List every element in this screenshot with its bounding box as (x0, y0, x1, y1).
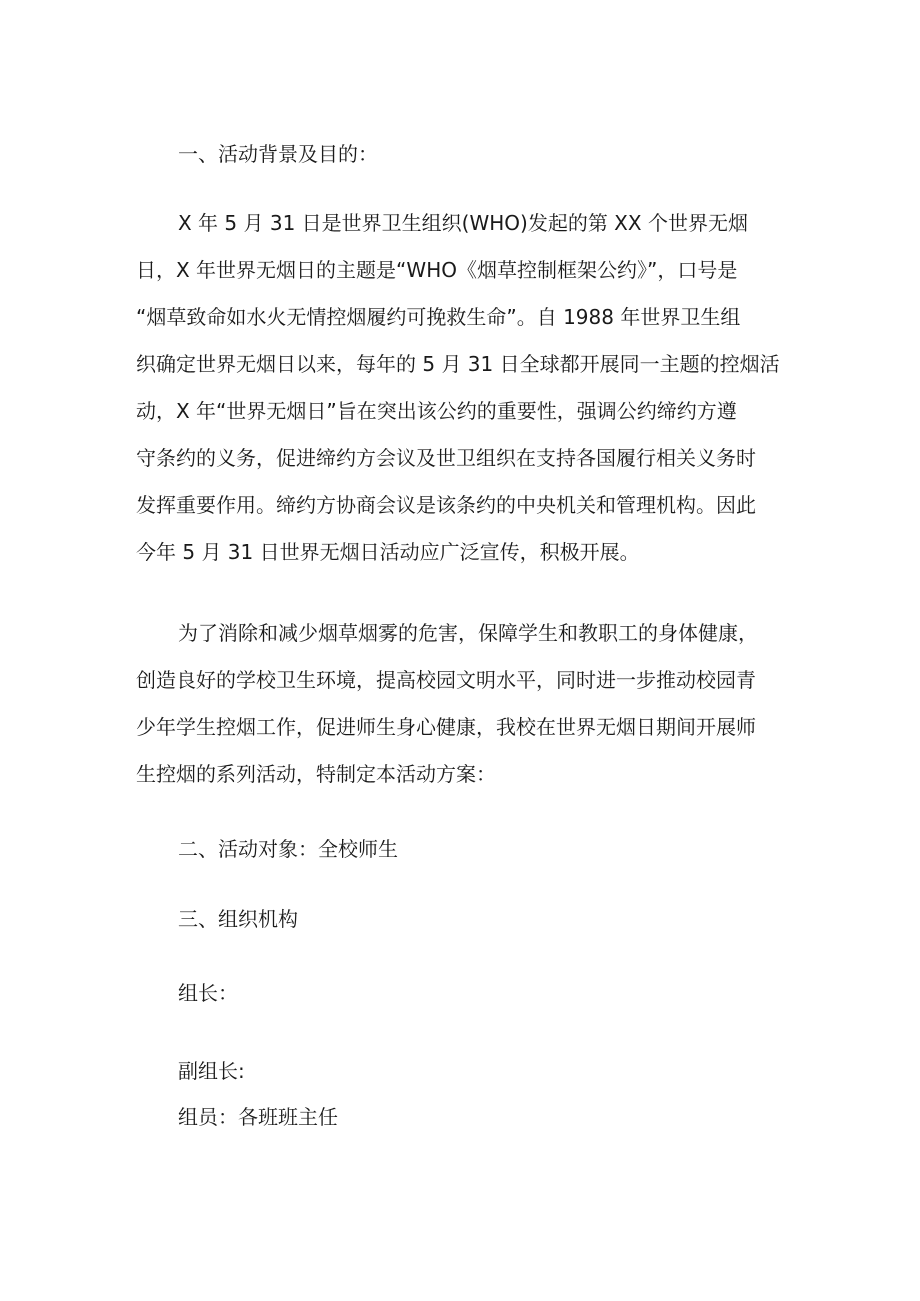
paragraph-line: 少年学生控烟工作，促进师生身心健康，我校在世界无烟日期间开展师 (136, 715, 756, 739)
section-3-heading: 三、组织机构 (178, 907, 298, 931)
section-1-heading: 一、活动背景及目的： (178, 142, 378, 166)
section-2-heading: 二、活动对象：全校师生 (178, 837, 398, 861)
paragraph-line: 日，X 年世界无烟日的主题是“WHO《烟草控制框架公约》”，口号是 (136, 258, 738, 282)
paragraph-line: “烟草致命如水火无情控烟履约可挽救生命”。自 1988 年世界卫生组 (136, 305, 741, 329)
background-paragraph (136, 200, 786, 576)
paragraph-line: 生控烟的系列活动，特制定本活动方案： (136, 762, 496, 786)
paragraph-line: 发挥重要作用。缔约方协商会议是该条约的中央机关和管理机构。因此 (136, 493, 756, 517)
paragraph-line: 今年 5 月 31 日世界无烟日活动应广泛宣传，积极开展。 (136, 540, 640, 564)
paragraph-line: 为了消除和减少烟草烟雾的危害，保障学生和教职工的身体健康， (178, 621, 758, 645)
members-label: 组员：各班班主任 (178, 1105, 338, 1129)
paragraph-line: 动，X 年“世界无烟日”旨在突出该公约的重要性，强调公约缔约方遵 (136, 399, 737, 423)
paragraph-line: 守条约的义务，促进缔约方会议及世卫组织在支持各国履行相关义务时 (136, 446, 756, 470)
purpose-paragraph (136, 610, 786, 798)
paragraph-line: X 年 5 月 31 日是世界卫生组织(WHO)发起的第 XX 个世界无烟 (178, 211, 748, 235)
paragraph-line: 织确定世界无烟日以来，每年的 5 月 31 日全球都开展同一主题的控烟活 (136, 352, 780, 376)
leader-label: 组长： (178, 981, 238, 1005)
paragraph-line: 创造良好的学校卫生环境，提高校园文明水平，同时进一步推动校园青 (136, 668, 756, 692)
deputy-leader-label: 副组长: (178, 1059, 245, 1083)
